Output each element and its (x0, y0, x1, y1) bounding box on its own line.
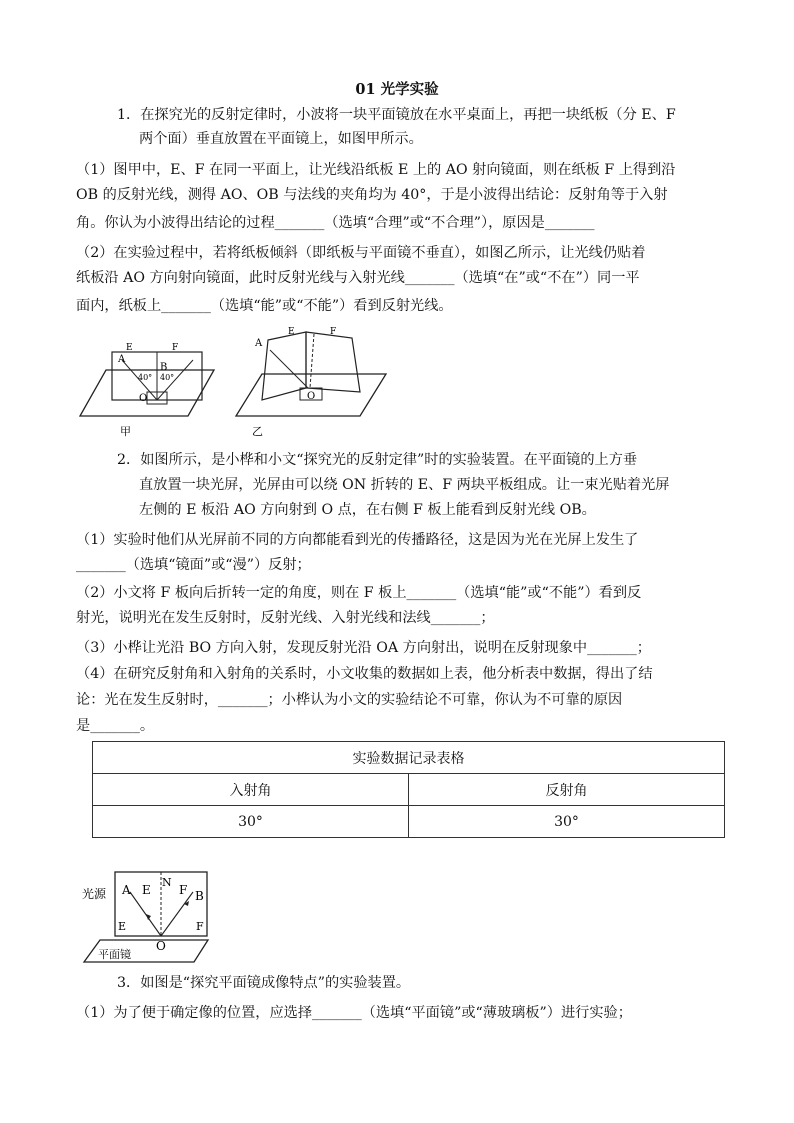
fig-q2-label-a: A (122, 883, 131, 897)
figure-yi (228, 322, 388, 440)
fig-jia-label-b: B (160, 362, 168, 373)
fig-jia-angle-2: 40° (160, 373, 175, 382)
fig-jia-label-e: E (126, 343, 133, 353)
q2-line-8: （3）小桦让光沿 BO 方向入射，发现反射光沿 OA 方向射出，说明在反射现象中_______； (76, 640, 651, 656)
q1-line-8: 面内，纸板上_______（选填“能”或“不能”）看到反射光线。 (76, 298, 453, 314)
data-table (92, 741, 725, 838)
figure-jia (76, 330, 216, 440)
fig-q2-mirror: 平面镜 (98, 948, 131, 961)
fig-q2-label-n: N (162, 876, 172, 889)
q1-line-3: （1）图甲中，E、F 在同一平面上，让光线沿纸板 E 上的 AO 射向镜面，则在纸板 F 上得到沿 (76, 162, 676, 178)
fig-jia-label-o: O (139, 393, 148, 404)
fig-q2-label-o: O (156, 939, 166, 953)
fig-yi-label-o: O (307, 391, 316, 402)
q2-line-11: 是_______。 (76, 718, 155, 734)
q2-line-3: 左侧的 E 板沿 AO 方向射到 O 点，在右侧 F 板上能看到反射光线 OB。 (139, 502, 596, 518)
table-cell: 30° (93, 806, 409, 838)
fig-jia-caption: 甲 (120, 425, 131, 438)
table-row (93, 806, 725, 838)
fig-q2-label-e-bottom: E (118, 920, 127, 933)
fig-q2-light-source: 光源 (82, 887, 107, 901)
page-title: 01 光学实验 (355, 81, 439, 98)
q1-line-5: 角。你认为小波得出结论的过程_______（选填“合理”或“不合理”），原因是_______ (76, 215, 595, 231)
q2-line-9: （4）在研究反射角和入射角的关系时，小文收集的数据如上表，他分析表中数据，得出了结 (76, 666, 653, 682)
q1-line-2: 两个面）垂直放置在平面镜上，如图甲所示。 (139, 131, 423, 147)
q3-line-1: 3．如图是“探究平面镜成像特点”的实验装置。 (117, 975, 411, 991)
fig-q2-label-e-top: E (142, 883, 151, 897)
table-caption-row (93, 742, 725, 774)
fig-jia-angle-1: 40° (138, 373, 153, 382)
fig-q2-label-b: B (195, 889, 204, 903)
table-header-reflection: 反射角 (409, 774, 725, 806)
fig-jia-label-a: A (118, 354, 126, 365)
fig-yi-label-a: A (255, 338, 263, 349)
q2-line-7: 射光，说明光在发生反射时，反射光线、入射光线和法线_______； (76, 610, 495, 626)
fig-jia-label-f: F (172, 343, 179, 353)
figure-q2 (78, 868, 223, 963)
q3-line-2: （1）为了便于确定像的位置，应选择_______（选填“平面镜”或“薄玻璃板”）进行实验； (76, 1005, 632, 1021)
table-caption: 实验数据记录表格 (93, 742, 725, 774)
q1-line-7: 纸板沿 AO 方向射向镜面，此时反射光线与入射光线_______（选填“在”或“不在”）同一平 (76, 270, 640, 286)
q2-line-2: 直放置一块光屏，光屏由可以绕 ON 折转的 E、F 两块平板组成。让一束光贴着光屏 (139, 477, 670, 493)
table-header-row (93, 774, 725, 806)
table-cell: 30° (409, 806, 725, 838)
q2-line-5: _______（选填“镜面”或“漫”）反射； (76, 557, 311, 573)
fig-yi-label-f: F (330, 327, 337, 337)
q2-line-6: （2）小文将 F 板向后折转一定的角度，则在 F 板上_______（选填“能”或“不能”）看到反 (76, 585, 642, 601)
q1-line-1: 1．在探究光的反射定律时，小波将一块平面镜放在水平桌面上，再把一块纸板（分 E、F (117, 107, 676, 123)
q1-line-4: OB 的反射光线，测得 AO、OB 与法线的夹角均为 40°，于是小波得出结论：反射角等于入射 (76, 187, 668, 203)
q2-line-4: （1）实验时他们从光屏前不同的方向都能看到光的传播路径，这是因为光在光屏上发生了 (76, 532, 639, 548)
fig-q2-label-f-bottom: F (196, 920, 204, 933)
fig-yi-label-e: E (288, 327, 295, 337)
fig-q2-label-f-top: F (179, 883, 188, 897)
fig-yi-caption: 乙 (252, 425, 263, 438)
q1-line-6: （2）在实验过程中，若将纸板倾斜（即纸板与平面镜不垂直），如图乙所示，让光线仍贴着 (76, 245, 646, 261)
q2-line-1: 2．如图所示，是小桦和小文“探究光的反射定律”时的实验装置。在平面镜的上方垂 (117, 452, 638, 468)
q2-line-10: 论：光在发生反射时，_______；小桦认为小文的实验结论不可靠，你认为不可靠的原因 (76, 692, 623, 708)
table-header-incidence: 入射角 (93, 774, 409, 806)
